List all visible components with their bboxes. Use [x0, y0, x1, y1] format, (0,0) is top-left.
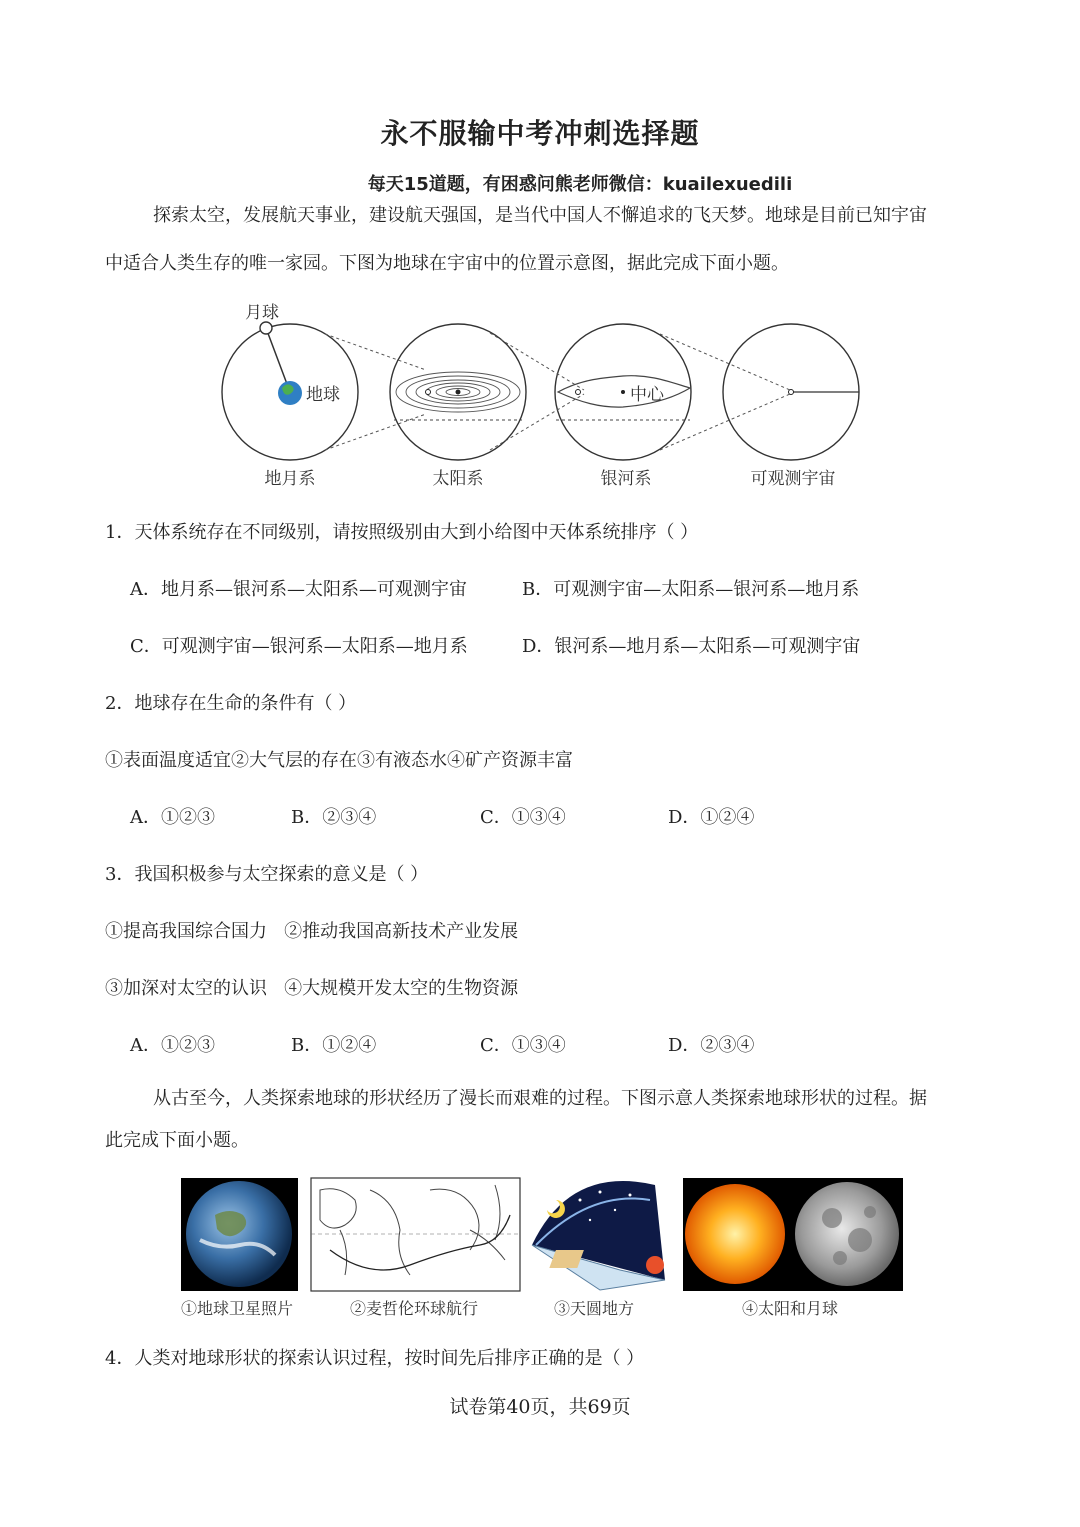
intro-2-line-2: 此完成下面小题。 [105, 1130, 249, 1151]
q2-option-c[interactable]: C．①③④ [480, 807, 566, 828]
q2-option-d[interactable]: D．①②④ [668, 807, 755, 828]
intro-1-line-2: 中适合人类生存的唯一家园。下图为地球在宇宙中的位置示意图，据此完成下面小题。 [105, 253, 789, 274]
intro-1-line-1: 探索太空，发展航天事业，建设航天强国，是当代中国人不懈追求的飞天梦。地球是目前已知宇宙 [153, 205, 927, 226]
earth-label: 地球 [306, 385, 340, 405]
q3-option-a[interactable]: A．①②③ [130, 1035, 215, 1056]
q3-option-c[interactable]: C．①③④ [480, 1035, 566, 1056]
moon-label: 月球 [245, 303, 279, 323]
question-1-stem: 1．天体系统存在不同级别，请按照级别由大到小给图中天体系统排序（ ） [105, 522, 699, 543]
galaxy-center-icon [621, 390, 625, 394]
question-3-stem: 3．我国积极参与太空探索的意义是（ ） [105, 864, 429, 885]
q2-option-a[interactable]: A．①②③ [130, 807, 215, 828]
q1-option-c[interactable]: C．可观测宇宙—银河系—太阳系—地月系 [130, 636, 468, 657]
q3-option-b[interactable]: B．①②④ [291, 1035, 377, 1056]
moon-icon [260, 322, 272, 334]
caption-universe: 可观测宇宙 [750, 469, 836, 489]
page-footer: 试卷第40页，共69页 [449, 1396, 631, 1418]
galaxy-position-icon [789, 390, 794, 395]
sun-small-icon [646, 1256, 664, 1274]
q3-option-d[interactable]: D．②③④ [668, 1035, 755, 1056]
question-4-stem: 4．人类对地球形状的探索认识过程，按时间先后排序正确的是（ ） [105, 1348, 645, 1369]
q2-option-b[interactable]: B．②③④ [291, 807, 377, 828]
crescent-moon-icon [547, 1200, 565, 1218]
galaxy-center-label: 中心 [630, 385, 664, 405]
sun-icon [456, 390, 461, 395]
question-2-statements: ①表面温度适宜②大气层的存在③有液态水④矿产资源丰富 [105, 750, 573, 771]
universe-diagram [0, 0, 1080, 500]
sun-photo-icon [685, 1184, 785, 1284]
caption-satellite-photo: ①地球卫星照片 [180, 1299, 294, 1318]
question-3-statements-2: ③加深对太空的认识 ④大规模开发太空的生物资源 [105, 978, 519, 999]
page-subtitle: 每天15道题，有困惑问熊老师微信：kuailexuedili [367, 174, 793, 195]
caption-galaxy: 银河系 [600, 469, 652, 489]
intro-paragraph-2 [105, 1075, 975, 1123]
caption-dome-sky: ③天圆地方 [553, 1299, 635, 1318]
q1-option-a[interactable]: A．地月系—银河系—太阳系—可观测宇宙 [130, 579, 467, 600]
question-3-statements-1: ①提高我国综合国力 ②推动我国高新技术产业发展 [105, 921, 519, 942]
moon-photo-icon [795, 1182, 899, 1286]
caption-magellan: ②麦哲伦环球航行 [349, 1299, 479, 1318]
earth-shape-figure [0, 1170, 1080, 1330]
q1-option-b[interactable]: B．可观测宇宙—太阳系—银河系—地月系 [522, 579, 860, 600]
q1-option-d[interactable]: D．银河系—地月系—太阳系—可观测宇宙 [522, 636, 861, 657]
question-2-stem: 2．地球存在生命的条件有（ ） [105, 693, 357, 714]
zoom-connectors [325, 333, 790, 450]
sun-position-icon [576, 390, 581, 395]
caption-solar-system: 太阳系 [432, 469, 484, 489]
intro-2-line-2-wrap [105, 1117, 975, 1165]
planet-icon [426, 390, 431, 395]
earth-photo-icon [186, 1181, 292, 1287]
caption-earth-moon: 地月系 [264, 469, 316, 489]
page-title: 永不服输中考冲刺选择题 [380, 117, 700, 150]
caption-sun-moon: ④太阳和月球 [741, 1299, 839, 1318]
intro-2-line-1: 从古至今，人类探索地球的形状经历了漫长而艰难的过程。下图示意人类探索地球形状的过程。据 [153, 1088, 927, 1109]
